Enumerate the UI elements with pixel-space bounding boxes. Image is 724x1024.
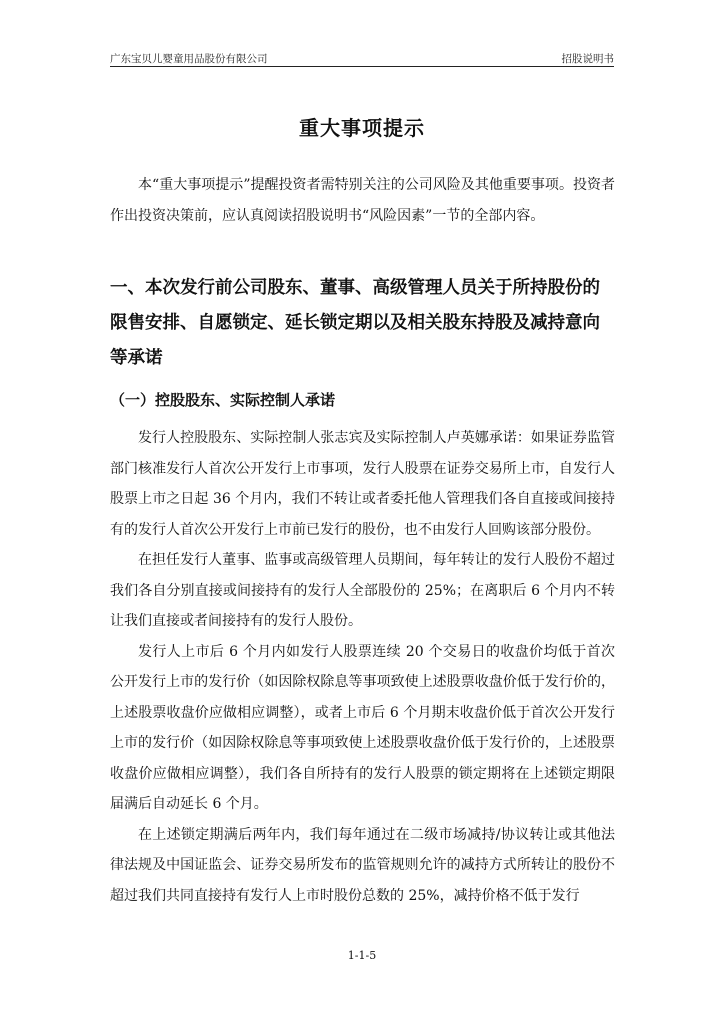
header-company-name: 广东宝贝儿婴童用品股份有限公司 <box>110 53 268 65</box>
document-body <box>110 170 615 911</box>
intro-paragraph: 本“重大事项提示”提醒投资者需特别关注的公司风险及其他重要事项。投资者作出投资决策前，应认真阅读招股说明书“风险因素”一节的全部内容。 <box>110 177 615 224</box>
body-paragraph: 发行人上市后 6 个月内如发行人股票连续 20 个交易日的收盘价均低于首次公开发行上市的发行价（如因除权除息等事项致使上述股票收盘价低于发行价的，上述股票收盘价应做相应调整），或者上市后 6 个月期末收盘价低于首次公开发行上市的发行价（如因除权除息等事项致使上述股票收盘价低于发行价的，上述股票收盘价应做相应调整），我们各自所持有的发行人股票的锁定期将在上述锁定期限届满后自动延长 6 个月。 <box>110 643 615 812</box>
page-header <box>110 48 614 67</box>
page-title: 重大事项提示 <box>299 116 425 140</box>
page-number: 1-1-5 <box>347 949 377 962</box>
subsection-heading: （一）控股股东、实际控制人承诺 <box>110 391 336 409</box>
section-heading: 一、本次发行前公司股东、董事、高级管理人员关于所持股份的限售安排、自愿锁定、延长锁定期以及相关股东持股及减持意向等承诺 <box>110 278 600 368</box>
body-paragraph: 在上述锁定期满后两年内，我们每年通过在二级市场减持/协议转让或其他法律法规及中国证监会、证券交易所发布的监管规则允许的减持方式所转让的股份不超过我们共同直接持有发行人上市时股份总数的 25%，减持价格不低于发行 <box>110 826 615 904</box>
body-paragraph: 发行人控股股东、实际控制人张志宾及实际控制人卢英娜承诺：如果证券监管部门核准发行人首次公开发行上市事项，发行人股票在证券交易所上市，自发行人股票上市之日起 36 个月内，我们不转让或者委托他人管理我们各自直接或间接持有的发行人首次公开发行上市前已发行的股份，也不由发行人回购该部分股份。 <box>110 430 615 538</box>
header-document-type: 招股说明书 <box>561 53 614 65</box>
body-paragraph: 在担任发行人董事、监事或高级管理人员期间，每年转让的发行人股份不超过我们各自分别直接或间接持有的发行人全部股份的 25%；在离职后 6 个月内不转让我们直接或者间接持有的发行人股份。 <box>110 552 615 629</box>
